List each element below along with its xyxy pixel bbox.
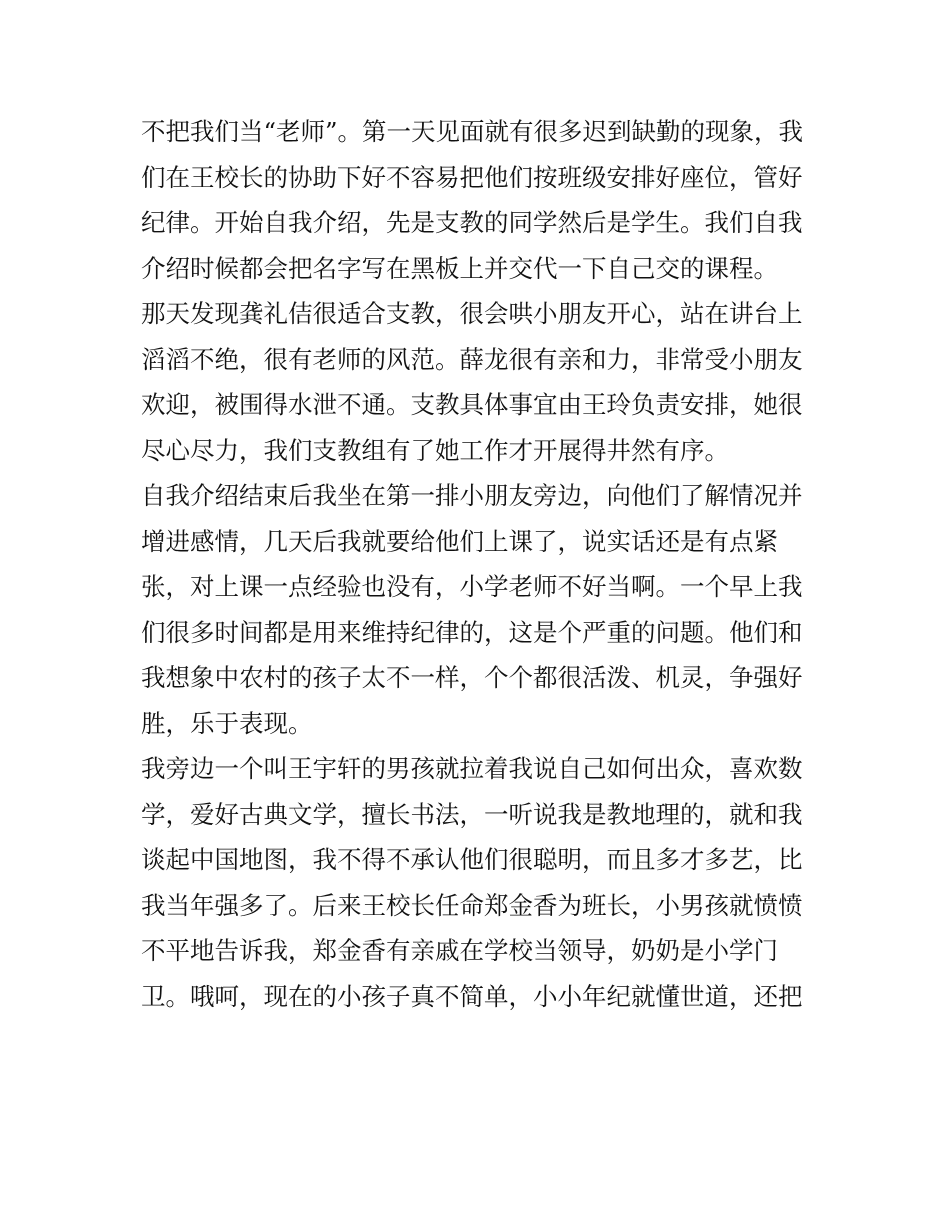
text-line: 我当年强多了。后来王校长任命郑金香为班长，小男孩就愤愤	[141, 890, 803, 920]
text-line: 谈起中国地图，我不得不承认他们很聪明，而且多才多艺，比	[141, 845, 803, 874]
text-line: 张，对上课一点经验也没有，小学老师不好当啊。一个早上我	[141, 572, 803, 601]
text-line: 不把我们当“老师”。第一天见面就有很多迟到缺勤的现象，我	[141, 117, 804, 146]
text-line: 们很多时间都是用来维持纪律的，这是个严重的问题。他们和	[141, 617, 803, 647]
text-line: 不平地告诉我，郑金香有亲戚在学校当领导，奶奶是小学门	[141, 936, 778, 965]
text-line: 我旁边一个叫王宇轩的男孩就拉着我说自己如何出众，喜欢数	[141, 754, 803, 783]
text-line: 滔滔不绝，很有老师的风范。薛龙很有亲和力，非常受小朋友	[141, 344, 803, 374]
text-line: 胜，乐于表现。	[141, 708, 313, 738]
text-line: 学，爱好古典文学，擅长书法，一听说我是教地理的，就和我	[141, 799, 803, 829]
text-line: 增进感情，几天后我就要给他们上课了，说实话还是有点紧	[141, 526, 778, 556]
text-line: 们在王校长的协助下好不容易把他们按班级安排好座位，管好	[141, 162, 803, 192]
text-line: 卫。哦呵，现在的小孩子真不简单，小小年纪就懂世道，还把	[141, 981, 803, 1011]
text-line: 尽心尽力，我们支教组有了她工作才开展得井然有序。	[141, 435, 729, 465]
text-line: 自我介绍结束后我坐在第一排小朋友旁边，向他们了解情况并	[141, 481, 803, 510]
document-body	[141, 109, 813, 1019]
text-line: 那天发现龚礼佶很适合支教，很会哄小朋友开心，站在讲台上	[141, 299, 803, 328]
text-line: 纪律。开始自我介绍，先是支教的同学然后是学生。我们自我	[141, 208, 803, 237]
text-line: 欢迎，被围得水泄不通。支教具体事宜由王玲负责安排，她很	[141, 390, 803, 419]
text-line: 介绍时候都会把名字写在黑板上并交代一下自己交的课程。	[141, 253, 778, 283]
text-line: 我想象中农村的孩子太不一样，个个都很活泼、机灵，争强好	[141, 663, 803, 692]
